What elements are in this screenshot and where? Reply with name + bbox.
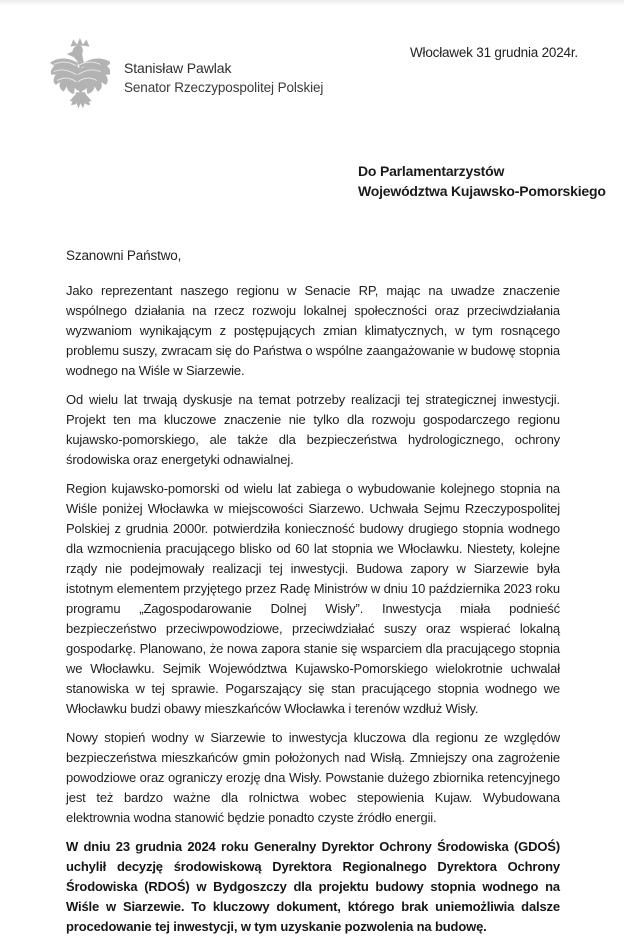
salutation: Szanowni Państwo, xyxy=(66,248,182,263)
recipient-line-1: Do Parlamentarzystów xyxy=(358,163,505,179)
body-paragraph-4: Nowy stopień wodny w Siarzewie to inwestycja kluczowa dla regionu ze względów bezpieczeństwa mieszkańców gmin położonych nad Wisłą. Zmniejszy ona zagrożenie powodziowe oraz ograniczy erozję dna Wisły. Powstanie dużego zbiornika retencyjnego jest też bardzo ważne dla rolnictwa wobec stepowienia Kujaw. Wybudowana elektrownia wodna stanowić będzie ponadto czyste źródło energii. xyxy=(66,730,560,825)
sender-block xyxy=(124,58,323,98)
sender-title: Senator Rzeczypospolitej Polskiej xyxy=(124,80,324,95)
scan-edge-shadow xyxy=(0,0,624,6)
body-paragraph-2: Od wielu lat trwają dyskusje na temat potrzeby realizacji tej strategicznej inwestycji. Projekt ten ma kluczowe znaczenie nie tylko dla rozwoju gospodarczego regionu kujawsko-pomorskiego, ale także dla bezpieczeństwa hydrologicznego, ochrony środowiska oraz energetyki odnawialnej. xyxy=(66,392,560,467)
body-paragraph-3: Region kujawsko-pomorski od wielu lat zabiega o wybudowanie kolejnego stopnia na Wiśle poniżej Włocławka w miejscowości Siarzewo. Uchwała Sejmu Rzeczypospolitej Polskiej z grudnia 2000r. potwierdziła konieczność budowy drugiego stopnia wodnego dla wzmocnienia pracującego blisko od 60 lat stopnia we Włocławku. Niestety, kolejne rządy nie podejmowały realizacji tej inwestycji. Budowa zapory w Siarzewie była istotnym elementem przyjętego przez Radę Ministrów w dniu 10 października 2023 roku programu „Zagospodarowanie Dolnej Wisły”. Inwestycja miała podnieść bezpieczeństwo przeciwpowodziowe, przeciwdziałać suszy oraz wspierać lokalną gospodarkę. Planowano, że nowa zapora stanie się wsparciem dla pracującego stopnia we Włocławku. Sejmik Województwa Kujawsko-Pomorskiego wielokrotnie uchwalał stanowiska w tej sprawie. Pogarszający się stan pracującego stopnia wodnego we Włocławku budzi obawy mieszkańców Włocławka i terenów wzdłuż Wisły. xyxy=(66,481,560,716)
dateline: Włocławek 31 grudnia 2024r. xyxy=(410,45,578,60)
recipient-block xyxy=(358,162,606,201)
letter-body xyxy=(66,246,560,937)
body-paragraph-1: Jako reprezentant naszego regionu w Senacie RP, mając na uwadze znaczenie wspólnego działania na rzecz rozwoju lokalnej społeczności oraz przeciwdziałania wyzwaniom wynikającym z postępujących zmian klimatycznych, w tym rosnącego problemu suszy, zwracam się do Państwa o wspólne zaangażowanie w budowę stopnia wodnego na Wiśle w Siarzewie. xyxy=(66,283,560,378)
polish-eagle-emblem-icon xyxy=(44,36,110,114)
sender-name: Stanisław Pawlak xyxy=(124,60,232,76)
recipient-line-2: Województwa Kujawsko-Pomorskiego xyxy=(358,182,606,199)
closing-paragraph: W dniu 23 grudnia 2024 roku Generalny Dyrektor Ochrony Środowiska (GDOŚ) uchylił decyzję środowiskową Dyrektora Regionalnego Dyrektora Ochrony Środowiska (RDOŚ) w Bydgoszczy dla projektu budowy stopnia wodnego na Wiśle w Siarzewie. To kluczowy dokument, którego brak uniemożliwia dalsze procedowanie tej inwestycji, w tym uzyskanie pozwolenia na budowę. xyxy=(66,839,560,934)
